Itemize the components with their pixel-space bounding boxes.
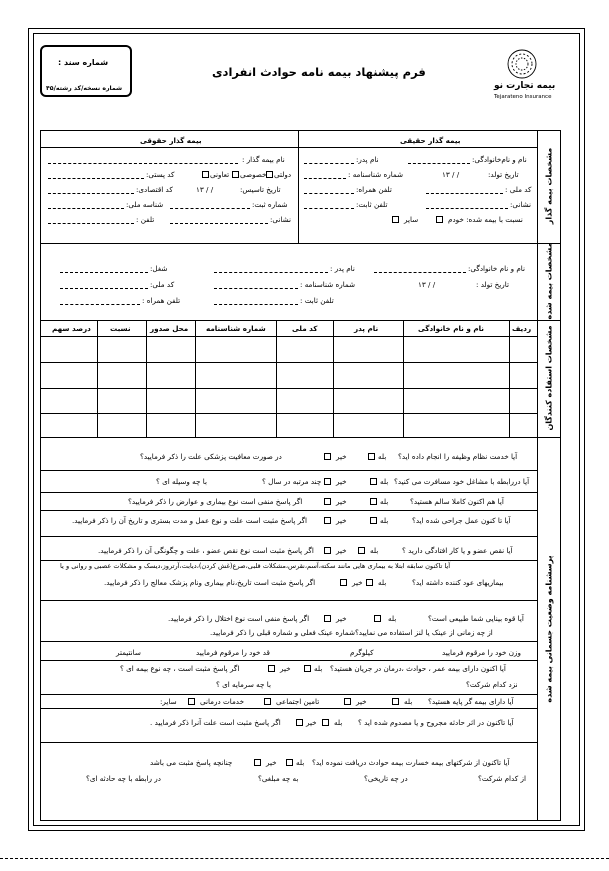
tear-line: [0, 858, 609, 859]
q9-text: آیا اکنون دارای بیمه عمر ، حوادث ،درمان در جریان هستید؟: [330, 664, 506, 673]
q7-glasses: از چه زمانی از عینک یا لنز استفاده می نمایید؟شماره عینک فعلی و شماره قبلی را ذکر فرمایید.: [210, 628, 493, 637]
q12-date: در چه تاریخی؟: [364, 774, 408, 783]
q6-text-2: بیماریهای عود کننده داشته اید؟: [412, 578, 504, 587]
q2-yes-checkbox[interactable]: [370, 478, 377, 485]
q6-text: آیا تاکنون سابقه ابتلا به بیماری هایی مانند سکته،آسم،نقرس،مشکلات قلبی،صرع(غش کردن)،دیابت،آرتروز،دیسک و مشکلات عصبی و روانی و یا: [60, 562, 451, 570]
legal-address-label: نشانی:: [270, 215, 292, 224]
legal-type-private-checkbox[interactable]: [232, 171, 239, 178]
q11-yes-label: بله: [334, 718, 343, 727]
q12-company: از کدام شرکت؟: [478, 774, 526, 783]
section-beneficiaries: مشخصات استفاده کنندگان: [544, 325, 554, 431]
q11-text: آیا تاکنون در اثر حادثه مجروح و یا مصدوم شده اید ؟: [358, 718, 514, 727]
q2-yes-label: بله: [380, 477, 389, 486]
real-national-code-label: کد ملی :: [505, 185, 532, 194]
legal-postal-label: کد پستی:: [146, 170, 175, 179]
q10-yes-label: بله: [404, 697, 413, 706]
q3-no-label: خیر: [336, 497, 347, 506]
legal-type-private: خصوصی: [240, 170, 267, 179]
q6-no-checkbox[interactable]: [340, 579, 347, 586]
insured-father-label: نام پدر :: [330, 264, 355, 273]
relation-self-checkbox[interactable]: [436, 216, 443, 223]
q8-height-unit: سانتیمتر: [116, 648, 141, 657]
q12-yes-label: بله: [296, 758, 305, 767]
q7-no-label: خیر: [336, 614, 347, 623]
insured-job-label: شغل:: [150, 264, 168, 273]
q4-yes-label: بله: [380, 516, 389, 525]
real-relation-label: نسبت با بیمه شده: خودم: [448, 215, 523, 224]
real-address-label: نشانی:: [510, 200, 532, 209]
q12-accident: در رابطه با چه حادثه ای؟: [86, 774, 161, 783]
insured-birth-label: تاریخ تولد :: [476, 280, 509, 289]
section-label-column-line: [537, 130, 538, 821]
q1-text: آیا خدمت نظام وظیفه را انجام داده اید؟: [398, 452, 518, 461]
q7-detail: اگر پاسخ منفی است نوع اختلال را ذکر فرمایید.: [168, 614, 310, 623]
q11-no-checkbox[interactable]: [296, 719, 303, 726]
col-share-percent: درصد سهم: [52, 324, 91, 333]
q9-yes-checkbox[interactable]: [304, 665, 311, 672]
legal-national-id-label: شناسه ملی:: [126, 200, 164, 209]
q3-text: آیا هم اکنون کاملا سالم هستید؟: [410, 497, 504, 506]
q7-text: آیا قوه بینایی شما طبیعی است؟: [428, 614, 524, 623]
legal-phone-label: تلفن :: [136, 215, 155, 224]
page-title: فرم پیشنهاد بیمه نامه حوادث انفرادی: [212, 65, 426, 79]
legal-type-gov: دولتی: [274, 170, 292, 179]
q1-detail: در صورت معافیت پزشکی علت را ذکر فرمایید؟: [140, 452, 282, 461]
q9-yes-label: بله: [314, 664, 323, 673]
q4-detail: اگر پاسخ مثبت است علت و نوع عمل و مدت بستری و تاریخ آن را ذکر فرمایید.: [72, 516, 308, 525]
q5-yes-checkbox[interactable]: [358, 547, 365, 554]
q9-no-label: خیر: [280, 664, 291, 673]
insurer-real-title: بیمه گذار حقیقی: [400, 136, 461, 145]
q5-yes-label: بله: [370, 546, 379, 555]
q6-detail: اگر پاسخ مثبت است تاریخ،نام بیماری ونام پزشک معالج را ذکر فرمایید.: [104, 578, 316, 587]
q4-no-label: خیر: [336, 516, 347, 525]
q1-no-label: خیر: [336, 452, 347, 461]
q9-company: نزد کدام شرکت؟: [466, 680, 518, 689]
q2-no-checkbox[interactable]: [324, 478, 331, 485]
legal-reg-label: شماره ثبت:: [252, 200, 288, 209]
logo-subtext: Tejarateno Insurance: [494, 94, 552, 100]
relation-other-checkbox[interactable]: [392, 216, 399, 223]
insured-id-label: شماره شناسنامه :: [300, 280, 356, 289]
col-father-name: نام پدر: [354, 324, 379, 333]
q2-times: چند مرتبه در سال ؟: [262, 477, 322, 486]
q3-yes-checkbox[interactable]: [370, 498, 377, 505]
q10-social-checkbox[interactable]: [264, 698, 271, 705]
logo-text: بیمه تجارت نو: [494, 81, 556, 91]
q10-yes-checkbox[interactable]: [392, 698, 399, 705]
q2-text: آیا دررابطه با مشاغل خود مسافرت می کنید؟: [394, 477, 530, 486]
q9-no-checkbox[interactable]: [268, 665, 275, 672]
col-relation: نسبت: [110, 324, 131, 333]
legal-economic-label: کد اقتصادی:: [136, 185, 173, 194]
col-full-name: نام و نام خانوادگی: [418, 324, 484, 333]
insured-mobile-label: تلفن همراه :: [142, 296, 181, 305]
real-phone-label: تلفن ثابت:: [356, 200, 388, 209]
q4-no-checkbox[interactable]: [324, 517, 331, 524]
q2-no-label: خیر: [336, 477, 347, 486]
q4-yes-checkbox[interactable]: [370, 517, 377, 524]
q7-yes-checkbox[interactable]: [374, 615, 381, 622]
insured-birth-date: / / ۱۳: [418, 280, 436, 289]
q12-no-checkbox[interactable]: [254, 759, 261, 766]
q5-text: آیا نقص عضو و یا کار افتادگی دارید ؟: [402, 546, 513, 555]
q7-no-checkbox[interactable]: [324, 615, 331, 622]
q10-social: تامین اجتماعی: [276, 697, 320, 706]
q10-no-checkbox[interactable]: [344, 698, 351, 705]
q1-yes-checkbox[interactable]: [368, 453, 375, 460]
q10-medical-checkbox[interactable]: [188, 698, 195, 705]
q5-no-checkbox[interactable]: [324, 547, 331, 554]
q3-yes-label: بله: [380, 497, 389, 506]
real-name-label: نام و نام‌خانوادگی:: [472, 155, 527, 164]
insurer-legal-title: بیمه گذار حقوقی: [140, 136, 202, 145]
legal-type-coop-checkbox[interactable]: [202, 171, 209, 178]
q10-other: سایر:: [160, 697, 177, 706]
section-insured: مشخصات بیمه شده: [544, 242, 554, 320]
relation-other-label: سایر: [404, 215, 419, 224]
q3-detail: اگر پاسخ منفی است نوع بیماری و عوارض را ذکر فرمایید؟: [128, 497, 303, 506]
q11-yes-checkbox[interactable]: [322, 719, 329, 726]
q5-no-label: خیر: [336, 546, 347, 555]
q10-medical: خدمات درمانی: [200, 697, 245, 706]
q12-if-yes: چنانچه پاسخ مثبت می باشد: [150, 758, 233, 767]
q4-text: آیا تا کنون عمل جراحی شده اید؟: [412, 516, 511, 525]
q5-detail: اگر پاسخ مثبت است نوع نقص عضو ، علت و چگونگی آن را ذکر فرمایید.: [98, 546, 314, 555]
q8-weight-label: وزن خود را مرقوم فرمایید: [442, 648, 521, 657]
legal-type-coop: تعاونی: [210, 170, 230, 179]
q7-yes-label: بله: [388, 614, 397, 623]
legal-type-gov-checkbox[interactable]: [266, 171, 273, 178]
form-code-label: شماره نسخه/کد رشته/۴۵: [46, 85, 123, 92]
col-national-code: کد ملی: [292, 324, 318, 333]
q9-capital: با چه سرمایه ای ؟: [216, 680, 271, 689]
q2-vehicle: با چه وسیله ای ؟: [156, 477, 207, 486]
legal-founded-label: تاریخ تاسیس:: [240, 185, 281, 194]
insured-phone-label: تلفن ثابت :: [300, 296, 334, 305]
q6-no-label: خیر: [352, 578, 363, 587]
q6-yes-checkbox[interactable]: [366, 579, 373, 586]
legal-founded-date: / / ۱۳: [196, 185, 214, 194]
legal-name-label: نام بیمه گذار :: [242, 155, 285, 164]
doc-number-label: شماره سند :: [58, 58, 109, 67]
q3-no-checkbox[interactable]: [324, 498, 331, 505]
q10-no-label: خیر: [356, 697, 367, 706]
q11-detail: اگر پاسخ مثبت است علت آنرا ذکر فرمایید .: [150, 718, 281, 727]
q12-no-label: خیر: [266, 758, 277, 767]
q12-yes-checkbox[interactable]: [286, 759, 293, 766]
q11-no-label: خیر: [306, 718, 317, 727]
col-issue-place: محل صدور: [150, 324, 189, 333]
section-insurer: مشخصات بیمه گذار: [544, 147, 554, 225]
q6-yes-label: بله: [378, 578, 387, 587]
q8-height-label: قد خود را مرقوم فرمایید: [196, 648, 270, 657]
col-row-number: ردیف: [512, 324, 532, 333]
q12-amount: به چه مبلغی؟: [258, 774, 299, 783]
col-id-number: شماره شناسنامه: [206, 324, 266, 333]
q9-type: اگر پاسخ مثبت است ، چه نوع بیمه ای ؟: [120, 664, 240, 673]
insured-name-label: نام و نام خانوادگی:: [468, 264, 525, 273]
company-logo: [470, 40, 574, 104]
real-birth-date: / / ۱۳: [442, 170, 460, 179]
q10-text: آیا دارای بیمه گر پایه هستید؟: [428, 697, 514, 706]
q1-yes-label: بله: [378, 452, 387, 461]
real-father-label: نام پدر:: [356, 155, 379, 164]
section-health: پرسشنامه وضعیت جسمانی بیمه شده: [544, 555, 554, 703]
real-birth-label: تاریخ تولد:: [488, 170, 519, 179]
real-id-label: شماره شناسنامه :: [348, 170, 404, 179]
real-mobile-label: تلفن همراه:: [356, 185, 392, 194]
q1-no-checkbox[interactable]: [324, 453, 331, 460]
insured-national-code-label: کد ملی:: [150, 280, 175, 289]
q12-text: آیا تاکنون از شرکتهای بیمه خسارت بیمه حوادث دریافت نموده اید؟: [312, 758, 510, 767]
q8-weight-unit: کیلوگرم: [350, 648, 374, 657]
